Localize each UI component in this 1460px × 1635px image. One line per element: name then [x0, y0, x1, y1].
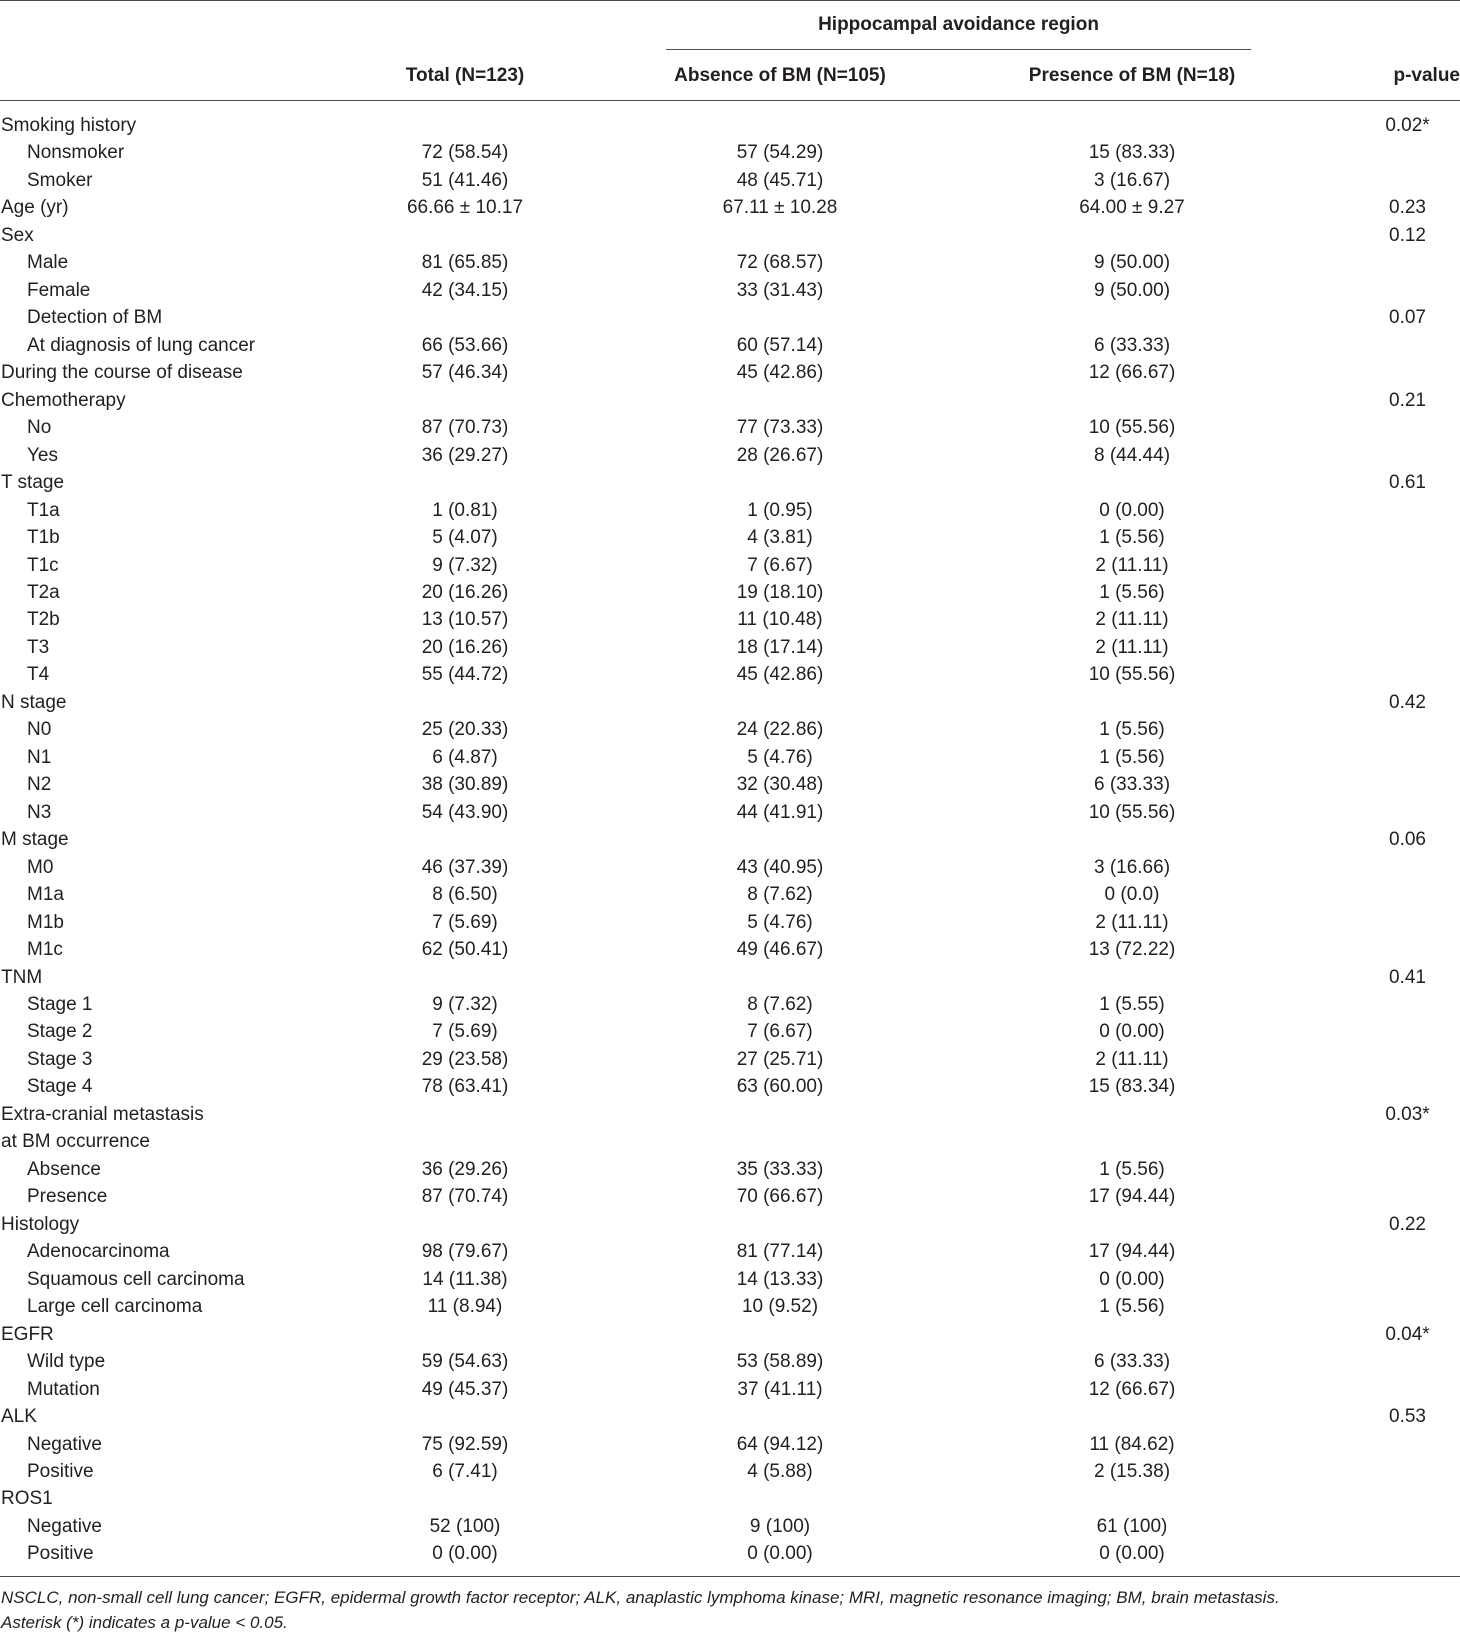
cell-presence: 1 (5.56) — [1099, 746, 1165, 768]
cell-p-value: 0.07 — [1389, 307, 1426, 329]
cell-absence: 44 (41.91) — [736, 801, 824, 823]
cell-total: 5 (4.07) — [432, 527, 498, 549]
cell-total: 6 (4.87) — [432, 746, 498, 768]
table-bottom-rule — [0, 1576, 1460, 1577]
table-row — [0, 277, 1460, 304]
row-label: Stage 4 — [27, 1076, 93, 1098]
table-row — [0, 139, 1460, 166]
cell-absence: 43 (40.95) — [736, 856, 824, 878]
cell-p-value: 0.22 — [1389, 1213, 1426, 1235]
cell-presence: 17 (94.44) — [1088, 1186, 1176, 1208]
table-row — [0, 167, 1460, 194]
cell-absence: 7 (6.67) — [747, 1021, 813, 1043]
cell-presence: 1 (5.56) — [1099, 527, 1165, 549]
cell-presence: 2 (11.11) — [1095, 554, 1169, 576]
cell-total: 54 (43.90) — [421, 801, 509, 823]
row-label: Negative — [27, 1515, 102, 1537]
table-row — [0, 854, 1460, 881]
row-label: T4 — [27, 664, 50, 686]
row-label: N2 — [27, 774, 52, 796]
cell-total: 46 (37.39) — [421, 856, 509, 878]
cell-absence: 60 (57.14) — [736, 334, 824, 356]
cell-total: 36 (29.27) — [421, 444, 509, 466]
cell-absence: 35 (33.33) — [736, 1158, 824, 1180]
cell-total: 81 (65.85) — [421, 252, 509, 274]
table-row — [0, 744, 1460, 771]
cell-total: 1 (0.81) — [432, 499, 498, 521]
cell-absence: 8 (7.62) — [747, 884, 813, 906]
footnote-abbreviations: NSCLC, non-small cell lung cancer; EGFR, epidermal growth factor receptor; ALK, anaplastic lymphoma kinase; MRI, magnetic resonance imaging; BM, brain metastasis. — [1, 1588, 1280, 1607]
row-label: Adenocarcinoma — [27, 1241, 170, 1263]
row-label: N0 — [27, 719, 52, 741]
table-row — [0, 1376, 1460, 1403]
table-body — [0, 112, 1460, 1568]
cell-absence: 45 (42.86) — [736, 362, 824, 384]
cell-presence: 2 (15.38) — [1093, 1460, 1171, 1482]
table-row — [0, 909, 1460, 936]
cell-absence: 1 (0.95) — [747, 499, 813, 521]
cell-absence: 18 (17.14) — [736, 636, 824, 658]
row-label: at BM occurrence — [1, 1131, 150, 1153]
table-row — [0, 1101, 1460, 1128]
cell-absence: 8 (7.62) — [747, 994, 813, 1015]
table-row — [0, 442, 1460, 469]
cell-total: 11 (8.94) — [427, 1296, 503, 1318]
cell-absence: 28 (26.67) — [736, 444, 824, 466]
table-row — [0, 552, 1460, 579]
cell-total: 75 (92.59) — [421, 1433, 509, 1455]
table-row — [0, 1403, 1460, 1430]
table-row — [0, 1513, 1460, 1540]
row-label: Sex — [1, 224, 34, 246]
cell-total: 20 (16.26) — [421, 581, 509, 603]
cell-p-value: 0.41 — [1389, 966, 1426, 988]
cell-presence: 3 (16.66) — [1093, 856, 1171, 878]
cell-presence: 2 (11.11) — [1095, 911, 1169, 933]
row-label: T2a — [27, 581, 60, 603]
cell-p-value: 0.04* — [1385, 1323, 1430, 1345]
cell-presence: 0 (0.00) — [1099, 1268, 1165, 1290]
cell-total: 13 (10.57) — [421, 609, 509, 631]
cell-presence: 15 (83.34) — [1088, 1076, 1176, 1098]
cell-absence: 27 (25.71) — [736, 1048, 824, 1070]
cell-absence: 11 (10.48) — [737, 609, 823, 631]
table-row — [0, 1431, 1460, 1458]
row-label: Age (yr) — [1, 197, 69, 219]
table-row — [0, 1321, 1460, 1348]
row-label: Absence — [27, 1158, 101, 1180]
table-row — [0, 1156, 1460, 1183]
cell-absence: 53 (58.89) — [736, 1351, 824, 1373]
row-label: N1 — [27, 746, 52, 768]
cell-total: 78 (63.41) — [421, 1076, 509, 1098]
cell-presence: 1 (5.55) — [1099, 994, 1165, 1015]
cell-presence: 10 (55.56) — [1088, 417, 1176, 439]
row-label: Detection of BM — [27, 307, 163, 329]
table-row — [0, 1293, 1460, 1320]
cell-presence: 64.00 ± 9.27 — [1079, 197, 1185, 219]
row-label: Smoking history — [1, 115, 137, 136]
column-header-total: Total (N=123) — [405, 65, 525, 86]
cell-presence: 1 (5.56) — [1099, 581, 1165, 603]
table-row — [0, 469, 1460, 496]
cell-absence: 63 (60.00) — [736, 1076, 824, 1098]
cell-total: 66 (53.66) — [421, 334, 509, 356]
cell-total: 59 (54.63) — [421, 1351, 509, 1373]
cell-presence: 9 (50.00) — [1093, 252, 1171, 274]
cell-p-value: 0.06 — [1389, 829, 1426, 851]
cell-presence: 15 (83.33) — [1088, 142, 1176, 164]
cell-presence: 17 (94.44) — [1088, 1241, 1176, 1263]
table-row — [0, 936, 1460, 963]
cell-absence: 67.11 ± 10.28 — [722, 197, 838, 219]
row-label: T1c — [27, 554, 59, 576]
cell-absence: 5 (4.76) — [747, 911, 813, 933]
table-row — [0, 771, 1460, 798]
cell-total: 36 (29.26) — [421, 1158, 509, 1180]
cell-total: 25 (20.33) — [421, 719, 509, 741]
group-header-rule — [666, 49, 1251, 50]
table-row — [0, 1540, 1460, 1567]
row-label: M1b — [27, 911, 64, 933]
cell-absence: 48 (45.71) — [736, 169, 824, 191]
row-label: N stage — [1, 691, 67, 713]
cell-absence: 5 (4.76) — [747, 746, 813, 768]
cell-total: 20 (16.26) — [421, 636, 509, 658]
cell-presence: 13 (72.22) — [1088, 939, 1176, 961]
cell-total: 52 (100) — [429, 1515, 501, 1537]
cell-total: 87 (70.74) — [421, 1186, 509, 1208]
cell-total: 98 (79.67) — [421, 1241, 509, 1263]
cell-p-value: 0.42 — [1389, 691, 1426, 713]
row-label: Positive — [27, 1460, 94, 1482]
cell-p-value: 0.21 — [1389, 389, 1426, 411]
cell-p-value: 0.03* — [1385, 1103, 1430, 1125]
table-row — [0, 1458, 1460, 1485]
cell-total: 7 (5.69) — [432, 911, 498, 933]
row-label: Yes — [27, 444, 58, 466]
cell-absence: 70 (66.67) — [736, 1186, 824, 1208]
cell-absence: 4 (5.88) — [747, 1460, 813, 1482]
cell-presence: 6 (33.33) — [1093, 774, 1171, 796]
row-label: During the course of disease — [1, 362, 243, 384]
table-row — [0, 991, 1460, 1018]
row-label: M0 — [27, 856, 54, 878]
table-row — [0, 716, 1460, 743]
cell-presence: 2 (11.11) — [1095, 1048, 1169, 1070]
group-header: Hippocampal avoidance region — [818, 14, 1099, 35]
cell-total: 6 (7.41) — [432, 1460, 498, 1482]
cell-presence: 0 (0.00) — [1099, 499, 1165, 521]
table-top-rule — [0, 0, 1460, 1]
cell-total: 66.66 ± 10.17 — [406, 197, 524, 219]
table-row — [0, 304, 1460, 331]
row-label: Stage 1 — [27, 994, 93, 1015]
row-label: Male — [27, 252, 69, 274]
cell-total: 0 (0.00) — [432, 1543, 498, 1565]
table-row — [0, 1073, 1460, 1100]
row-label: T2b — [27, 609, 60, 631]
row-label: T stage — [1, 472, 65, 494]
cell-absence: 24 (22.86) — [736, 719, 824, 741]
cell-presence: 11 (84.62) — [1089, 1433, 1175, 1455]
row-label: Presence — [27, 1186, 108, 1208]
cell-absence: 14 (13.33) — [736, 1268, 824, 1290]
cell-total: 14 (11.38) — [422, 1268, 508, 1290]
table-row — [0, 1018, 1460, 1045]
row-label: Large cell carcinoma — [27, 1296, 203, 1318]
cell-presence: 8 (44.44) — [1093, 444, 1171, 466]
table-row — [0, 387, 1460, 414]
row-label: Extra-cranial metastasis — [1, 1103, 204, 1125]
cell-p-value: 0.53 — [1389, 1406, 1426, 1428]
cell-total: 8 (6.50) — [432, 884, 498, 906]
cell-total: 42 (34.15) — [421, 279, 509, 301]
cell-absence: 72 (68.57) — [736, 252, 824, 274]
cell-absence: 57 (54.29) — [736, 142, 824, 164]
cell-absence: 10 (9.52) — [741, 1296, 819, 1318]
cell-presence: 1 (5.56) — [1099, 1158, 1165, 1180]
table-row — [0, 359, 1460, 386]
table-footnote — [1, 1585, 1441, 1635]
table-row — [0, 799, 1460, 826]
cell-presence: 1 (5.56) — [1099, 719, 1165, 741]
row-label: M1a — [27, 884, 64, 906]
table-row — [0, 1183, 1460, 1210]
row-label: EGFR — [1, 1323, 54, 1345]
cell-total: 57 (46.34) — [421, 362, 509, 384]
row-label: M1c — [27, 939, 63, 961]
cell-presence: 3 (16.67) — [1093, 169, 1171, 191]
table-row — [0, 634, 1460, 661]
column-header-p-value: p-value — [1393, 65, 1460, 86]
footnote-asterisk: Asterisk (*) indicates a p-value < 0.05. — [1, 1613, 288, 1632]
cell-presence: 6 (33.33) — [1093, 1351, 1171, 1373]
column-header-presence: Presence of BM (N=18) — [1028, 65, 1236, 86]
table-row — [0, 1266, 1460, 1293]
row-label: T1b — [27, 527, 60, 549]
cell-presence: 10 (55.56) — [1088, 664, 1176, 686]
cell-p-value: 0.02* — [1385, 115, 1430, 136]
cell-absence: 32 (30.48) — [736, 774, 824, 796]
row-label: No — [27, 417, 52, 439]
cell-total: 29 (23.58) — [421, 1048, 509, 1070]
cell-presence: 0 (0.0) — [1104, 884, 1160, 906]
table-row — [0, 1238, 1460, 1265]
cell-absence: 19 (18.10) — [736, 581, 824, 603]
cell-absence: 49 (46.67) — [736, 939, 824, 961]
cell-presence: 12 (66.67) — [1088, 362, 1176, 384]
cell-absence: 33 (31.43) — [736, 279, 824, 301]
table-row — [0, 332, 1460, 359]
cell-presence: 61 (100) — [1096, 1515, 1168, 1537]
row-label: M stage — [1, 829, 69, 851]
cell-total: 51 (41.46) — [421, 169, 509, 191]
cell-absence: 0 (0.00) — [747, 1543, 813, 1565]
row-label: At diagnosis of lung cancer — [27, 334, 256, 356]
cell-absence: 9 (100) — [749, 1515, 811, 1537]
cell-total: 9 (7.32) — [432, 554, 498, 576]
row-label: Squamous cell carcinoma — [27, 1268, 245, 1290]
cell-presence: 0 (0.00) — [1099, 1543, 1165, 1565]
cell-presence: 2 (11.11) — [1095, 609, 1169, 631]
cell-absence: 77 (73.33) — [736, 417, 824, 439]
column-header-absence: Absence of BM (N=105) — [674, 65, 886, 86]
cell-p-value: 0.23 — [1389, 197, 1426, 219]
cell-total: 55 (44.72) — [421, 664, 509, 686]
row-label: Wild type — [27, 1351, 106, 1373]
row-label: ALK — [1, 1406, 37, 1428]
cell-p-value: 0.12 — [1389, 224, 1426, 246]
row-label: N3 — [27, 801, 52, 823]
row-label: T3 — [27, 636, 50, 658]
cell-presence: 6 (33.33) — [1093, 334, 1171, 356]
table-row — [0, 1211, 1460, 1238]
row-label: Stage 3 — [27, 1048, 93, 1070]
row-label: Negative — [27, 1433, 102, 1455]
cell-absence: 7 (6.67) — [747, 554, 813, 576]
cell-presence: 1 (5.56) — [1099, 1296, 1165, 1318]
cell-total: 72 (58.54) — [421, 142, 509, 164]
row-label: Female — [27, 279, 91, 301]
cell-total: 9 (7.32) — [432, 994, 498, 1015]
cell-absence: 81 (77.14) — [736, 1241, 824, 1263]
cell-absence: 4 (3.81) — [747, 527, 813, 549]
row-label: Mutation — [27, 1378, 100, 1400]
cell-presence: 9 (50.00) — [1093, 279, 1171, 301]
table-row — [0, 661, 1460, 688]
table-row — [0, 194, 1460, 221]
row-label: T1a — [27, 499, 60, 521]
table-row — [0, 1128, 1460, 1155]
table-row — [0, 881, 1460, 908]
table-row — [0, 112, 1460, 139]
table-row — [0, 249, 1460, 276]
row-label: Nonsmoker — [27, 142, 125, 164]
cell-total: 7 (5.69) — [432, 1021, 498, 1043]
table-row — [0, 1348, 1460, 1375]
cell-absence: 45 (42.86) — [736, 664, 824, 686]
row-label: Chemotherapy — [1, 389, 126, 411]
table-row — [0, 1046, 1460, 1073]
row-label: Histology — [1, 1213, 80, 1235]
table-row — [0, 524, 1460, 551]
header-rule — [0, 100, 1460, 101]
table-row — [0, 826, 1460, 853]
row-label: ROS1 — [1, 1488, 53, 1510]
cell-total: 62 (50.41) — [421, 939, 509, 961]
cell-presence: 2 (11.11) — [1095, 636, 1169, 658]
cell-p-value: 0.61 — [1389, 472, 1426, 494]
table-row — [0, 222, 1460, 249]
table-row — [0, 579, 1460, 606]
cell-absence: 64 (94.12) — [736, 1433, 824, 1455]
row-label: Stage 2 — [27, 1021, 93, 1043]
table-row — [0, 606, 1460, 633]
cell-total: 87 (70.73) — [421, 417, 509, 439]
cell-total: 38 (30.89) — [421, 774, 509, 796]
row-label: Smoker — [27, 169, 93, 191]
table-row — [0, 964, 1460, 991]
table-row — [0, 1485, 1460, 1512]
row-label: TNM — [1, 966, 43, 988]
cell-presence: 12 (66.67) — [1088, 1378, 1176, 1400]
table-row — [0, 414, 1460, 441]
table-row — [0, 497, 1460, 524]
cell-absence: 37 (41.11) — [737, 1378, 823, 1400]
table-row — [0, 689, 1460, 716]
cell-presence: 0 (0.00) — [1099, 1021, 1165, 1043]
cell-presence: 10 (55.56) — [1088, 801, 1176, 823]
row-label: Positive — [27, 1543, 94, 1565]
cell-total: 49 (45.37) — [421, 1378, 509, 1400]
